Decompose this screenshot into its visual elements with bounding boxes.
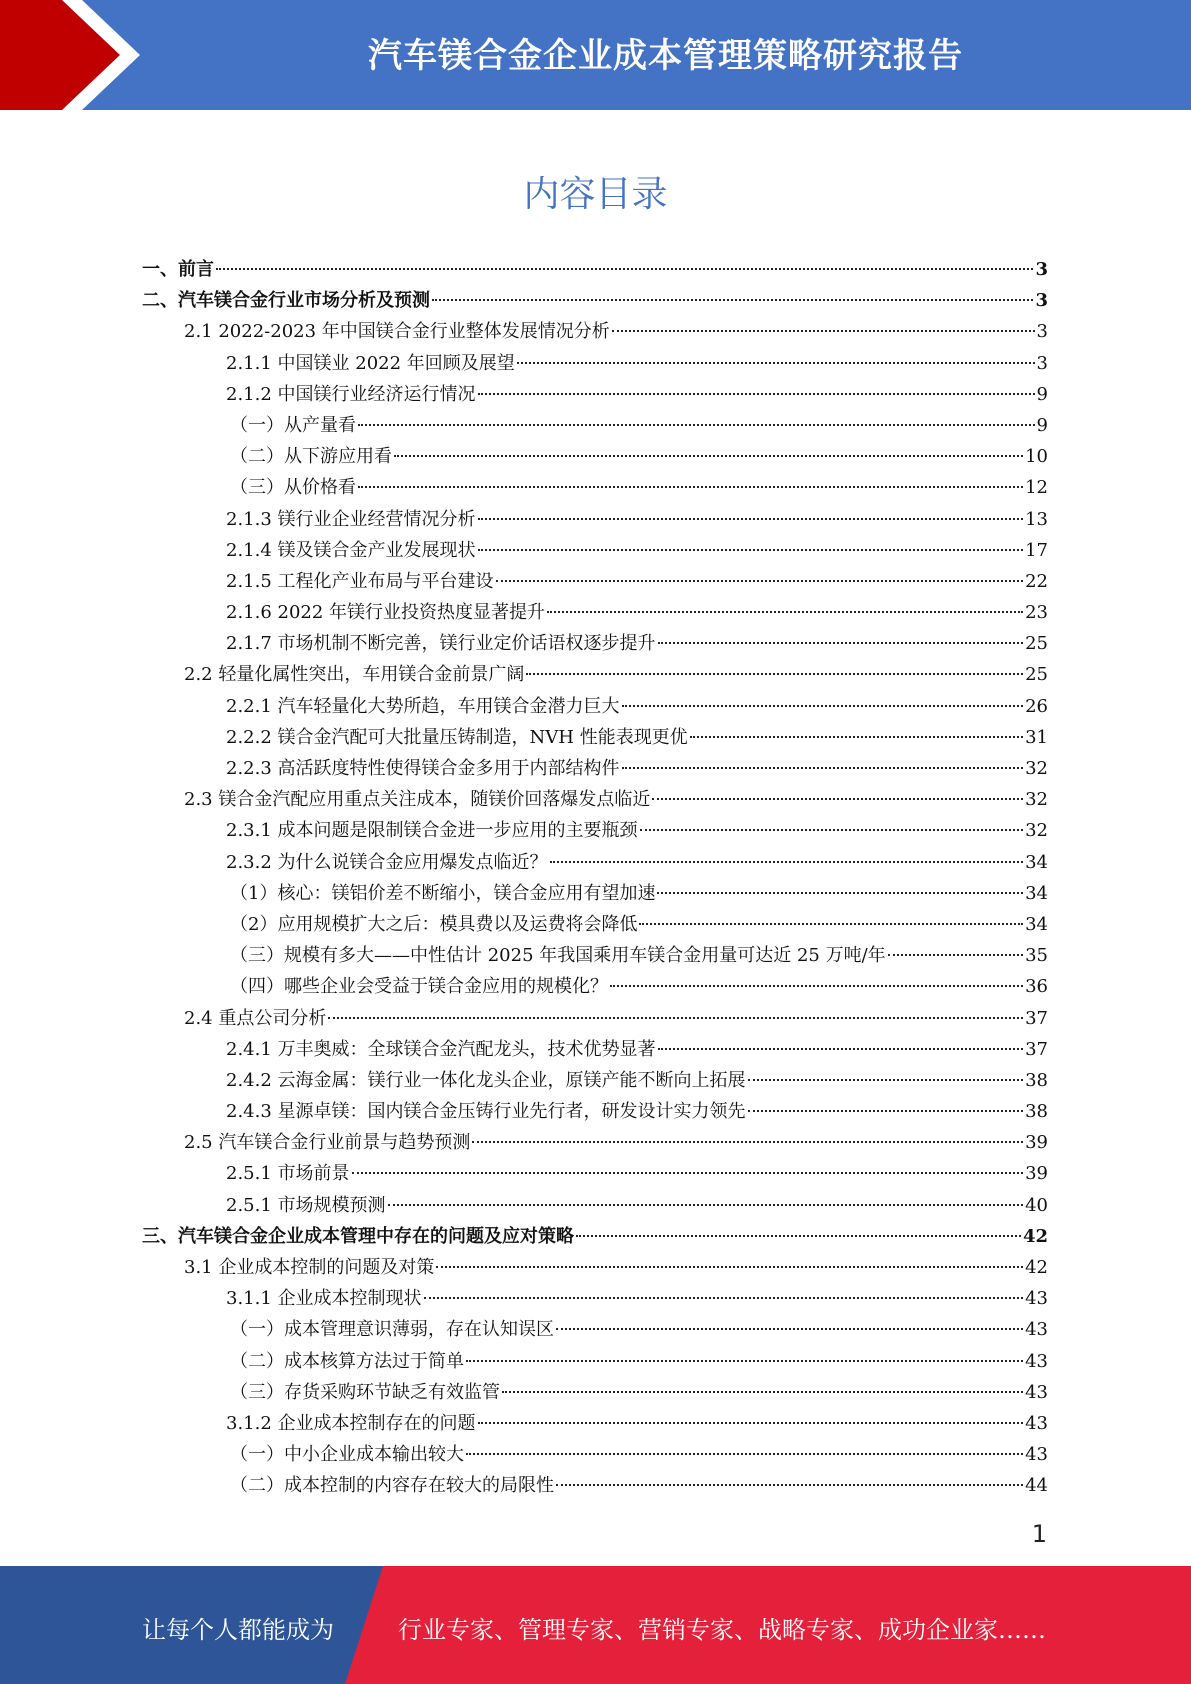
toc-entry-page: 43: [1025, 1444, 1048, 1466]
toc-entry-label: 2.1.5 工程化产业布局与平台建设: [226, 570, 494, 592]
footer-slogan-left: 让每个人都能成为: [142, 1616, 334, 1644]
toc-entry-label: 三、汽车镁合金企业成本管理中存在的问题及应对策略: [142, 1225, 574, 1247]
toc-entry-page: 34: [1025, 882, 1048, 904]
toc-entry-page: 22: [1025, 570, 1048, 592]
toc-entry-page: 12: [1025, 477, 1048, 499]
toc-dot-leader: [610, 985, 1023, 987]
toc-entry[interactable]: [142, 535, 1048, 566]
toc-entry-page: 31: [1025, 726, 1048, 748]
toc-entry[interactable]: [142, 441, 1048, 472]
toc-entry[interactable]: [142, 1346, 1048, 1377]
toc-entry-label: 2.5.1 市场前景: [226, 1163, 350, 1185]
toc-entry[interactable]: [142, 1127, 1048, 1158]
toc-entry-page: 43: [1025, 1319, 1048, 1341]
toc-entry[interactable]: [142, 691, 1048, 722]
toc-entry-page: 9: [1036, 414, 1048, 436]
toc-entry[interactable]: [142, 940, 1048, 971]
toc-entry-page: 36: [1025, 976, 1048, 998]
toc-entry-label: （一）中小企业成本输出较大: [230, 1444, 464, 1466]
toc-entry-label: 2.2.3 高活跃度特性使得镁合金多用于内部结构件: [226, 758, 620, 779]
toc-entry-label: 2.4.2 云海金属：镁行业一体化龙头企业，原镁产能不断向上拓展: [226, 1069, 746, 1091]
toc-entry[interactable]: [142, 254, 1048, 285]
toc-entry[interactable]: [142, 1065, 1048, 1096]
header-chevron-icon: [0, 0, 160, 110]
toc-heading: 内容目录: [523, 174, 668, 215]
toc-entry-label: （三）存货采购环节缺乏有效监管: [230, 1381, 500, 1403]
toc-entry-label: 2.1.4 镁及镁合金产业发展现状: [226, 539, 476, 561]
toc-dot-leader: [888, 954, 1023, 956]
table-of-contents: [142, 254, 1048, 1502]
toc-entry-label: （二）成本控制的内容存在较大的局限性: [230, 1475, 554, 1497]
toc-dot-leader: [358, 486, 1023, 488]
toc-entry-page: 43: [1025, 1350, 1048, 1372]
toc-entry[interactable]: [142, 1034, 1048, 1065]
toc-entry[interactable]: [142, 909, 1048, 940]
toc-entry-label: （1）核心：镁铝价差不断缩小，镁合金应用有望加速: [230, 882, 656, 904]
report-title: 汽车镁合金企业成本管理策略研究报告: [368, 36, 963, 76]
toc-entry[interactable]: [142, 784, 1048, 815]
toc-entry-page: 10: [1025, 446, 1048, 468]
toc-entry-page: 35: [1025, 945, 1048, 967]
toc-entry-page: 32: [1025, 789, 1048, 811]
toc-entry[interactable]: [142, 1408, 1048, 1439]
toc-dot-leader: [639, 923, 1023, 925]
toc-entry-label: 3.1.2 企业成本控制存在的问题: [226, 1412, 476, 1434]
toc-entry-label: 3.1 企业成本控制的问题及对策: [184, 1257, 435, 1278]
toc-entry-page: 25: [1025, 633, 1048, 655]
toc-entry-page: 3: [1035, 259, 1048, 280]
toc-dot-leader: [576, 1235, 1021, 1237]
toc-entry-page: 44: [1025, 1475, 1048, 1497]
toc-entry-page: 37: [1025, 1038, 1048, 1060]
toc-entry-label: 二、汽车镁合金行业市场分析及预测: [142, 290, 430, 312]
toc-entry-label: （一）从产量看: [230, 414, 356, 436]
toc-dot-leader: [658, 642, 1024, 644]
toc-entry-label: 2.2.1 汽车轻量化大势所趋，车用镁合金潜力巨大: [226, 695, 620, 717]
toc-entry[interactable]: [142, 410, 1048, 441]
toc-entry-page: 38: [1025, 1101, 1048, 1123]
toc-dot-leader: [394, 455, 1023, 457]
toc-entry-label: 一、前言: [142, 259, 214, 280]
toc-entry[interactable]: [142, 472, 1048, 503]
toc-entry-page: 17: [1025, 539, 1048, 561]
toc-dot-leader: [556, 1328, 1023, 1330]
toc-dot-leader: [612, 330, 1035, 332]
toc-entry[interactable]: [142, 722, 1048, 753]
toc-entry-page: 42: [1022, 1225, 1048, 1247]
toc-entry[interactable]: [142, 379, 1048, 410]
toc-entry-label: 2.4 重点公司分析: [184, 1007, 327, 1029]
toc-dot-leader: [436, 1266, 1023, 1268]
toc-entry[interactable]: [142, 285, 1048, 316]
toc-dot-leader: [466, 1360, 1023, 1362]
toc-dot-leader: [472, 1141, 1023, 1143]
toc-entry-label: 2.4.3 星源卓镁：国内镁合金压铸行业先行者，研发设计实力领先: [226, 1101, 746, 1123]
toc-entry-page: 13: [1025, 508, 1048, 530]
toc-entry[interactable]: [142, 847, 1048, 878]
toc-entry-page: 43: [1025, 1288, 1048, 1310]
toc-dot-leader: [640, 829, 1024, 831]
toc-entry-label: 2.4.1 万丰奥威：全球镁合金汽配龙头，技术优势显著: [226, 1038, 656, 1060]
toc-dot-leader: [328, 1017, 1023, 1019]
toc-entry-label: （三）从价格看: [230, 477, 356, 499]
toc-entry-label: 2.3.2 为什么说镁合金应用爆发点临近？: [226, 851, 548, 873]
toc-entry-label: 2.1.2 中国镁行业经济运行情况: [226, 383, 476, 405]
toc-entry-label: 2.3 镁合金汽配应用重点关注成本，随镁价回落爆发点临近: [184, 789, 651, 811]
footer-banner: [0, 1566, 1191, 1684]
toc-entry-page: 3: [1036, 321, 1048, 343]
toc-dot-leader: [424, 1297, 1024, 1299]
toc-entry-label: 2.1.7 市场机制不断完善，镁行业定价话语权逐步提升: [226, 633, 656, 655]
toc-entry[interactable]: [142, 566, 1048, 597]
toc-dot-leader: [466, 1453, 1023, 1455]
toc-entry-label: 2.1.6 2022 年镁行业投资热度显著提升: [226, 602, 546, 624]
toc-entry-page: 25: [1025, 664, 1048, 686]
toc-dot-leader: [216, 268, 1033, 270]
toc-entry-page: 32: [1025, 758, 1048, 779]
toc-entry-label: 2.1.1 中国镁业 2022 年回顾及展望: [226, 352, 515, 374]
toc-entry-page: 37: [1025, 1007, 1048, 1029]
toc-entry[interactable]: [142, 1314, 1048, 1345]
toc-entry[interactable]: [142, 348, 1048, 379]
toc-entry[interactable]: [142, 504, 1048, 535]
toc-entry-label: 2.2.2 镁合金汽配可大批量压铸制造，NVH 性能表现更优: [226, 726, 688, 748]
toc-dot-leader: [352, 1172, 1024, 1174]
toc-entry-page: 3: [1035, 290, 1048, 312]
toc-dot-leader: [652, 798, 1023, 800]
toc-entry[interactable]: [142, 659, 1048, 690]
toc-entry-page: 3: [1036, 352, 1048, 374]
toc-entry-label: 2.5 汽车镁合金行业前景与趋势预测: [184, 1132, 471, 1154]
toc-entry-page: 23: [1025, 602, 1048, 624]
toc-dot-leader: [478, 1422, 1024, 1424]
toc-entry[interactable]: [142, 753, 1048, 784]
toc-dot-leader: [657, 892, 1023, 894]
toc-entry-label: 2.1 2022-2023 年中国镁合金行业整体发展情况分析: [184, 321, 610, 343]
toc-entry-page: 43: [1025, 1412, 1048, 1434]
toc-entry[interactable]: [142, 1377, 1048, 1408]
toc-dot-leader: [690, 736, 1023, 738]
toc-dot-leader: [550, 861, 1024, 863]
toc-entry[interactable]: [142, 815, 1048, 846]
toc-entry[interactable]: [142, 1221, 1048, 1252]
toc-entry-page: 26: [1025, 695, 1048, 717]
toc-dot-leader: [358, 424, 1035, 426]
toc-dot-leader: [502, 1391, 1023, 1393]
toc-dot-leader: [658, 1048, 1024, 1050]
toc-entry[interactable]: [142, 1096, 1048, 1127]
toc-dot-leader: [432, 299, 1033, 301]
toc-dot-leader: [622, 705, 1024, 707]
toc-entry[interactable]: [142, 1283, 1048, 1314]
toc-dot-leader: [748, 1079, 1024, 1081]
toc-entry-page: 9: [1036, 383, 1048, 405]
toc-dot-leader: [478, 393, 1035, 395]
toc-entry[interactable]: [142, 1470, 1048, 1501]
footer-slogan-right: 行业专家、管理专家、营销专家、战略专家、成功企业家……: [398, 1616, 1046, 1644]
toc-dot-leader: [517, 362, 1035, 364]
toc-entry-label: （三）规模有多大——中性估计 2025 年我国乘用车镁合金用量可达近 25 万吨/年: [230, 945, 886, 967]
toc-entry[interactable]: [142, 1439, 1048, 1470]
toc-entry-page: 38: [1025, 1069, 1048, 1091]
toc-entry-page: 39: [1025, 1132, 1048, 1154]
toc-entry-label: （二）成本核算方法过于简单: [230, 1350, 464, 1372]
toc-entry-page: 34: [1025, 913, 1048, 935]
toc-entry-page: 42: [1025, 1257, 1048, 1278]
toc-dot-leader: [478, 549, 1024, 551]
toc-entry[interactable]: [142, 1003, 1048, 1034]
toc-dot-leader: [388, 1204, 1024, 1206]
header-bar: [0, 0, 1191, 110]
toc-dot-leader: [547, 611, 1023, 613]
toc-entry-page: 40: [1025, 1194, 1048, 1216]
toc-entry-label: 2.2 轻量化属性突出，车用镁合金前景广阔: [184, 664, 525, 686]
toc-entry-label: 2.5.1 市场规模预测: [226, 1194, 386, 1216]
toc-entry-label: 2.3.1 成本问题是限制镁合金进一步应用的主要瓶颈: [226, 820, 638, 842]
toc-entry[interactable]: [142, 1190, 1048, 1221]
toc-entry-page: 32: [1025, 820, 1048, 842]
toc-entry-page: 43: [1025, 1381, 1048, 1403]
toc-entry[interactable]: [142, 971, 1048, 1002]
toc-dot-leader: [556, 1484, 1023, 1486]
toc-entry-label: （2）应用规模扩大之后：模具费以及运费将会降低: [230, 913, 638, 935]
toc-entry-label: 2.1.3 镁行业企业经营情况分析: [226, 508, 476, 530]
toc-entry-page: 34: [1025, 851, 1048, 873]
toc-entry-label: 3.1.1 企业成本控制现状: [226, 1288, 422, 1310]
toc-dot-leader: [526, 673, 1023, 675]
toc-entry-label: （四）哪些企业会受益于镁合金应用的规模化？: [230, 976, 608, 998]
toc-entry-label: （二）从下游应用看: [230, 446, 392, 468]
page-number: 1: [1031, 1520, 1047, 1548]
toc-dot-leader: [748, 1110, 1024, 1112]
toc-entry-page: 39: [1025, 1163, 1048, 1185]
toc-entry[interactable]: [142, 597, 1048, 628]
toc-dot-leader: [496, 580, 1024, 582]
toc-entry[interactable]: [142, 1158, 1048, 1189]
toc-dot-leader: [622, 767, 1024, 769]
toc-entry[interactable]: [142, 628, 1048, 659]
toc-entry[interactable]: [142, 1252, 1048, 1283]
toc-entry-label: （一）成本管理意识薄弱，存在认知误区: [230, 1319, 554, 1341]
toc-entry[interactable]: [142, 878, 1048, 909]
toc-entry[interactable]: [142, 316, 1048, 347]
toc-dot-leader: [478, 518, 1024, 520]
